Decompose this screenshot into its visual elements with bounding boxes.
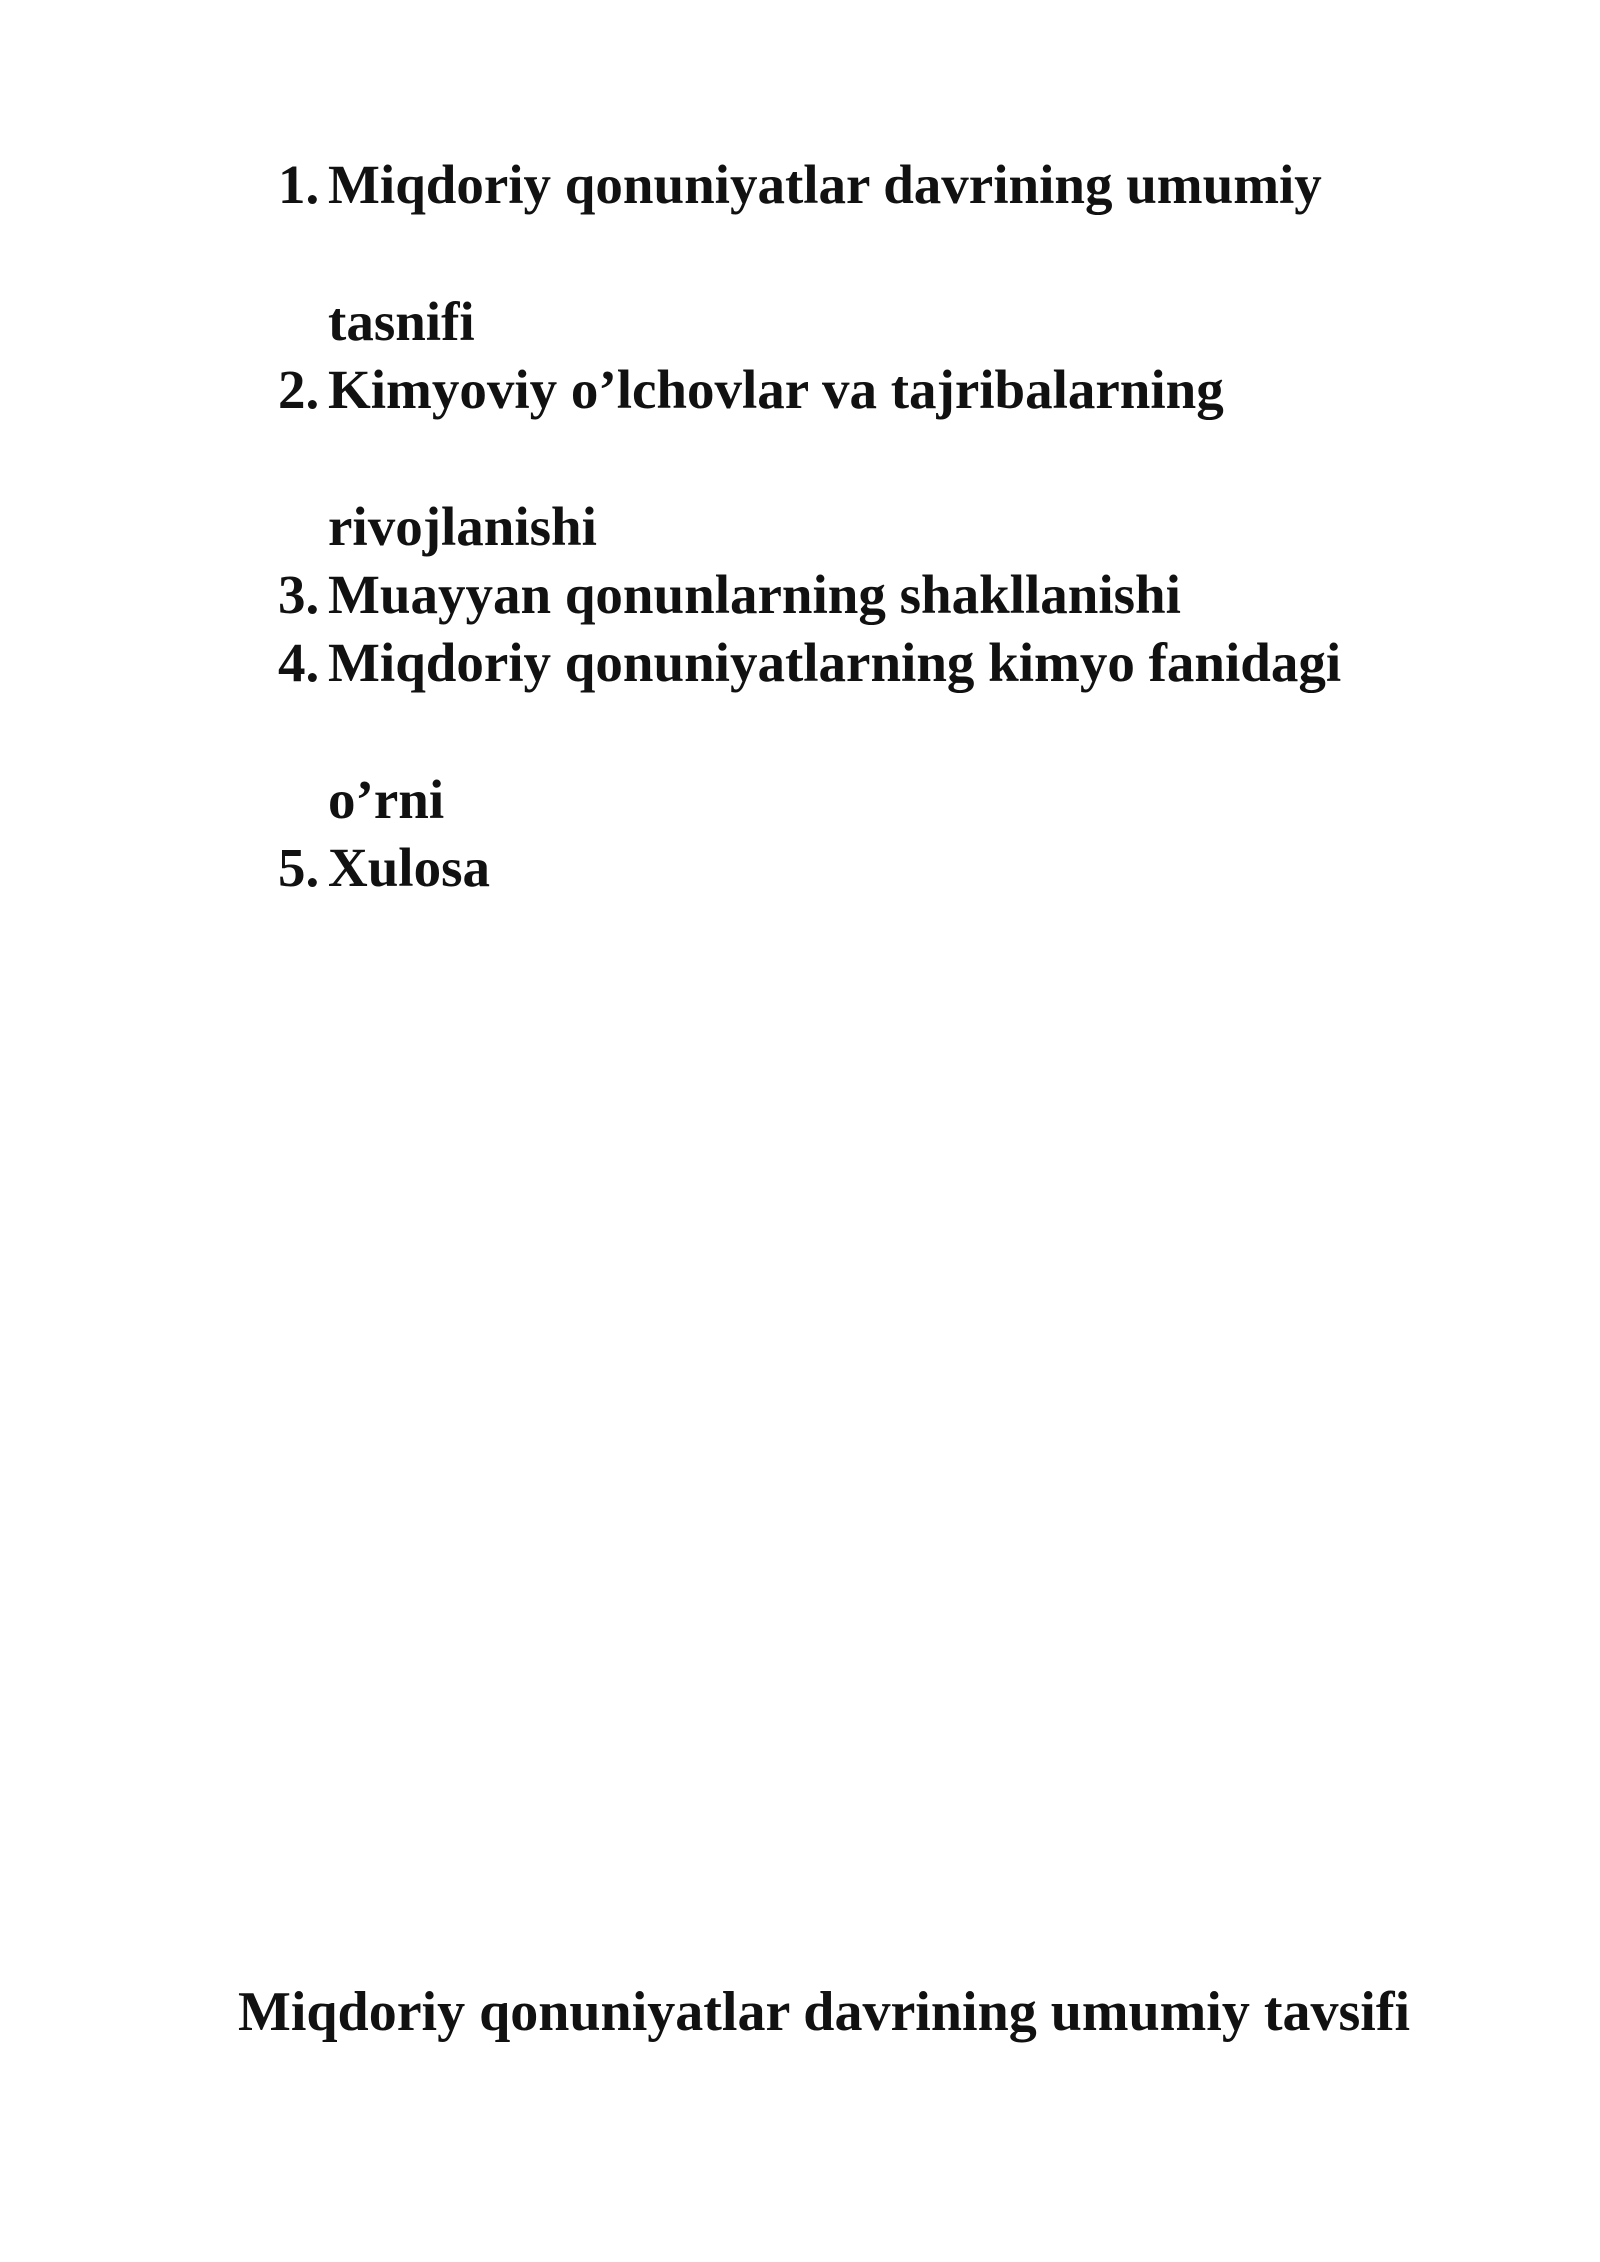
toc-item-line: Muayyan qonunlarning shakllanishi [328,564,1181,625]
toc-item-line: Miqdoriy qonuniyatlar davrining umumiy [328,154,1322,215]
toc-item-number: 1. [278,154,320,215]
section-heading: Miqdoriy qonuniyatlar davrining umumiy tavsifi [238,1981,1411,2043]
toc-item-number: 4. [278,632,320,693]
toc-item-text [328,833,1478,936]
table-of-contents [278,150,1478,936]
toc-item-number: 2. [278,359,320,420]
toc-item-line: rivojlanishi [328,496,597,557]
toc-item-line: tasnifi [328,291,475,352]
toc-item-line: Kimyoviy o’lchovlar va tajribalarning [328,359,1224,420]
toc-item-number: 3. [278,564,320,625]
toc-item-line: Miqdoriy qonuniyatlarning kimyo fanidagi [328,632,1342,693]
toc-item-5 [278,833,1478,936]
toc-item-line: Xulosa [328,837,490,898]
toc-item-number: 5. [278,837,320,898]
toc-item-line: o’rni [328,769,445,830]
